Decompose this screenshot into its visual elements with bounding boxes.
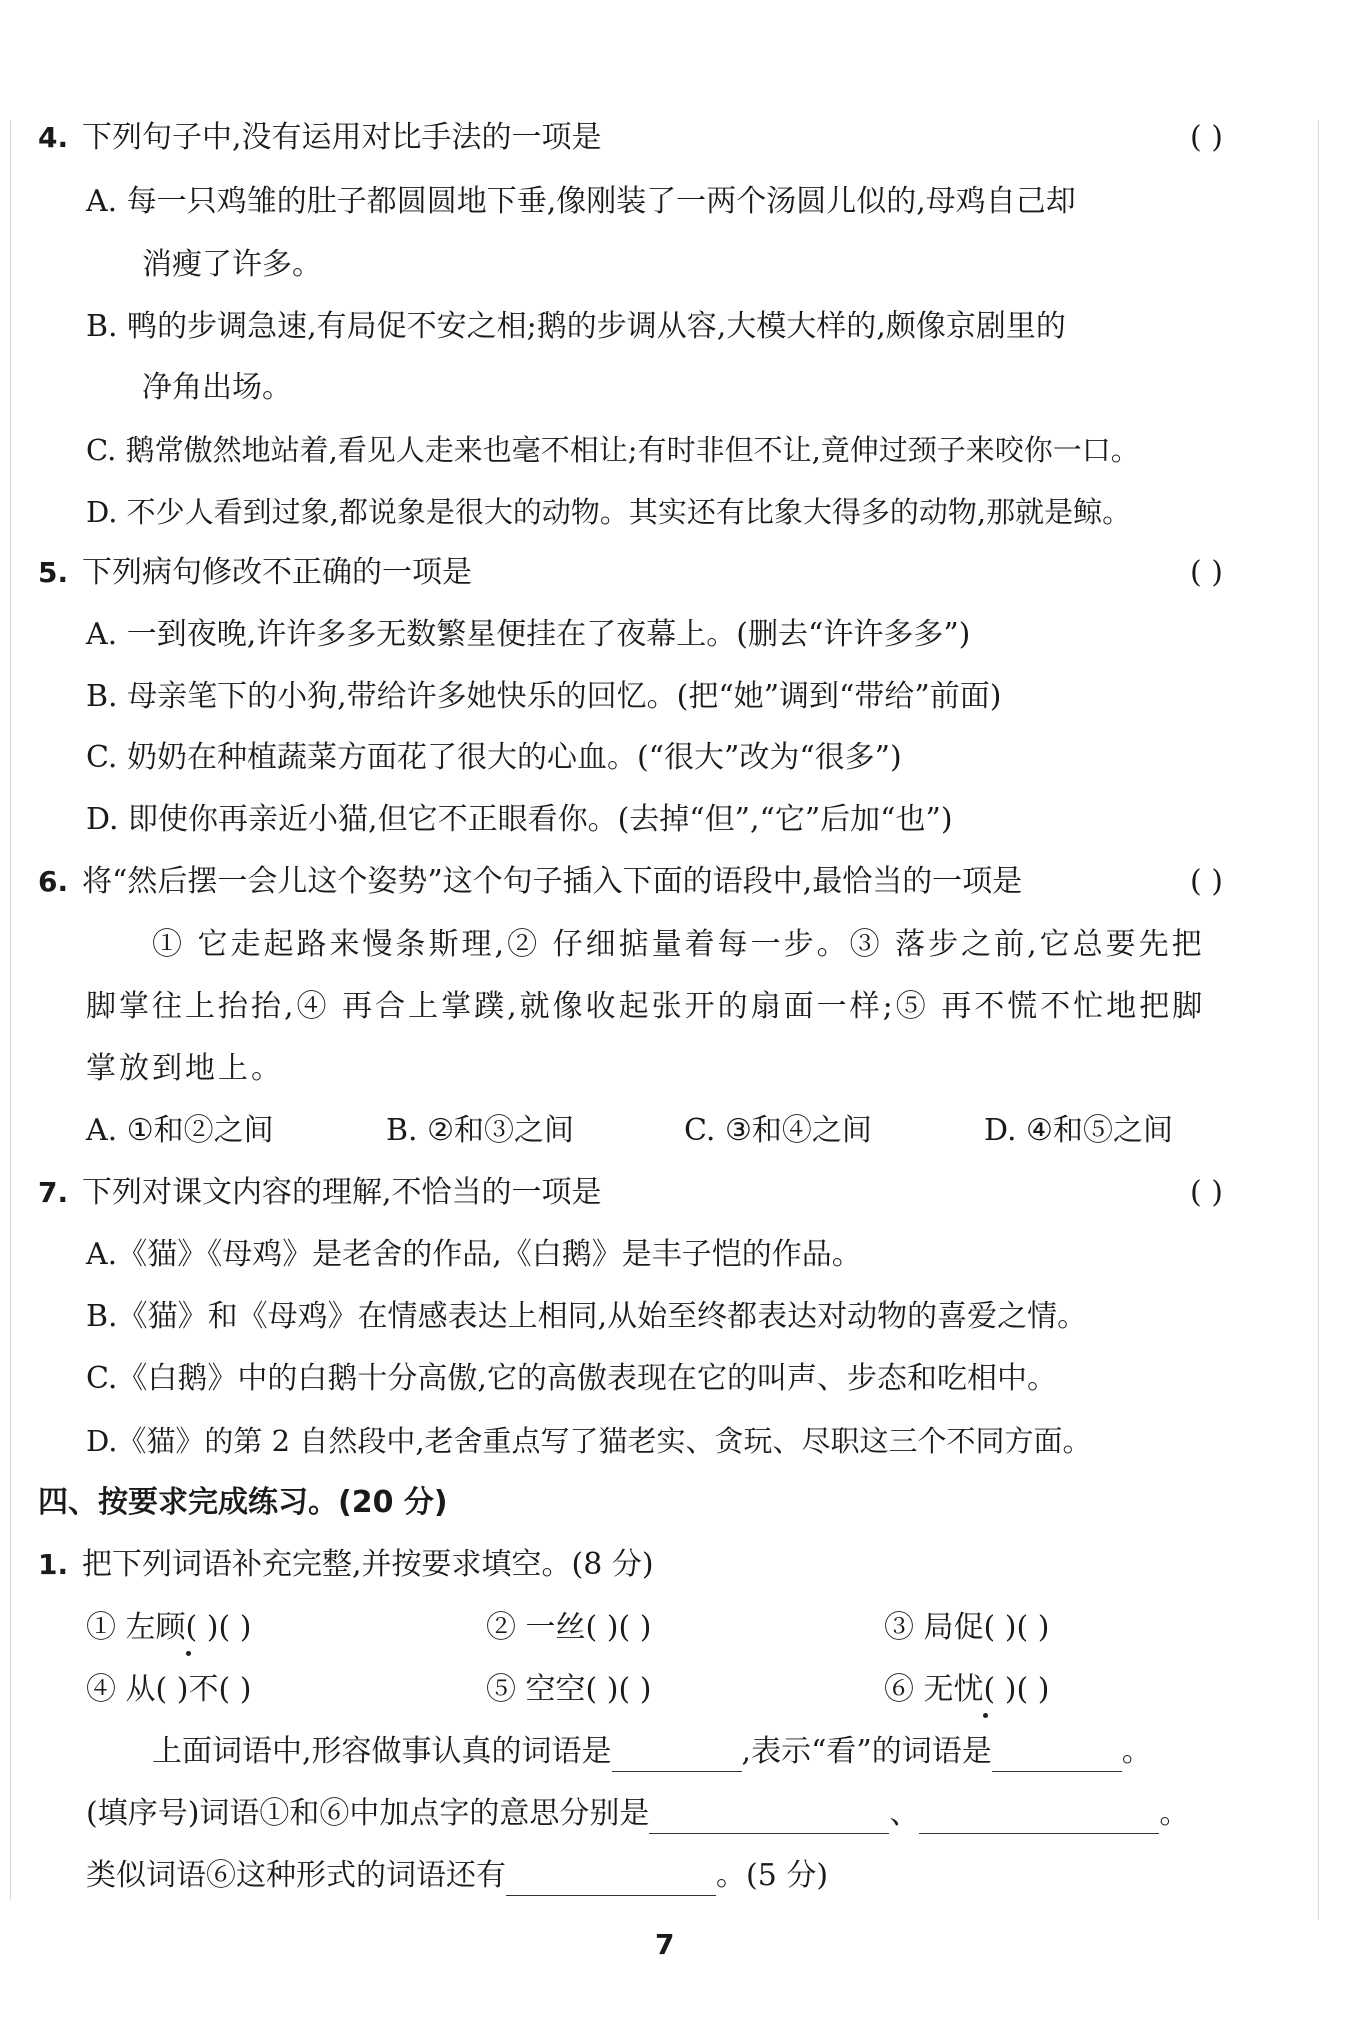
question-number: 7. [38,1176,69,1209]
answer-blank[interactable] [649,1803,889,1834]
option-d: D. 即使你再亲近小猫,但它不正眼看你。(去掉“但”,“它”后加“也”) [86,802,953,837]
question-7-stem: 7. 下列对课文内容的理解,不恰当的一项是 [38,1173,602,1213]
page-number: 7 [655,1928,675,1961]
passage-line-1: ① 它走起路来慢条斯理,② 仔细掂量着每一步。③ 落步之前,它总要先把 [152,927,1205,962]
word-fill-1: ① 左顾( )( ) [86,1610,252,1645]
option-b: B. 母亲笔下的小狗,带给许多她快乐的回忆。(把“她”调到“带给”前面) [86,679,1002,714]
option-b: B. ②和③之间 [386,1113,575,1148]
option-b: B.《猫》和《母鸡》在情感表达上相同,从始至终都表达对动物的喜爱之情。 [86,1299,1088,1334]
word-fill-4: ④ 从( )不( ) [86,1672,252,1707]
answer-paren: ( ) [1190,555,1223,590]
question-number: 1. [38,1548,69,1581]
answer-blank[interactable] [992,1741,1122,1772]
question-number: 4. [38,121,69,154]
page-edge-left [10,120,11,1900]
option-c: C. 鹅常傲然地站着,看见人走来也毫不相让;有时非但不让,竟伸过颈子来咬你一口。 [86,433,1140,467]
answer-blank[interactable] [919,1803,1159,1834]
question-6-stem: 6. 将“然后摆一会儿这个姿势”这个句子插入下面的语段中,最恰当的一项是 [38,862,1022,902]
option-b-cont: 净角出场。 [142,370,292,405]
answer-paren: ( ) [1190,120,1223,155]
fill-line-1: 上面词语中,形容做事认真的词语是 ,表示“看”的词语是 。 [152,1732,1152,1772]
option-d: D. ④和⑤之间 [984,1113,1173,1148]
option-a: A. 一到夜晚,许许多多无数繁星便挂在了夜幕上。(删去“许许多多”) [86,617,971,652]
answer-blank[interactable] [612,1741,742,1772]
option-b: B. 鸭的步调急速,有局促不安之相;鹅的步调从容,大模大样的,颇像京剧里的 [86,309,1066,344]
word-fill-3: ③ 局促( )( ) [884,1610,1050,1645]
option-a: A. 每一只鸡雏的肚子都圆圆地下垂,像刚装了一两个汤圆儿似的,母鸡自己却 [86,184,1076,219]
option-c: C. ③和④之间 [684,1113,872,1148]
answer-paren: ( ) [1190,864,1223,899]
option-a: A. ①和②之间 [86,1113,274,1148]
word-fill-2: ② 一丝( )( ) [486,1610,652,1645]
question-number: 5. [38,556,69,589]
question-number: 6. [38,865,69,898]
page-edge-right [1318,120,1319,1920]
passage-line-2: 脚掌往上抬抬,④ 再合上掌蹼,就像收起张开的扇面一样;⑤ 再不慌不忙地把脚 [86,989,1206,1024]
section4-question-1-stem: 1. 把下列词语补充完整,并按要求填空。(8 分) [38,1545,654,1585]
word-fill-6: ⑥ 无忧( )( ) [884,1672,1050,1707]
passage-line-3: 掌放到地上。 [86,1051,284,1086]
emphasis-dot [186,1651,191,1656]
option-d: D. 不少人看到过象,都说象是很大的动物。其实还有比象大得多的动物,那就是鲸。 [86,495,1132,529]
option-c: C.《白鹅》中的白鹅十分高傲,它的高傲表现在它的叫声、步态和吃相中。 [86,1361,1057,1396]
fill-line-2: (填序号)词语①和⑥中加点字的意思分别是 、 。 [86,1794,1189,1834]
answer-blank[interactable] [506,1865,716,1896]
answer-paren: ( ) [1190,1175,1223,1210]
emphasis-dot [983,1713,988,1718]
question-5-stem: 5. 下列病句修改不正确的一项是 [38,553,472,593]
option-c: C. 奶奶在种植蔬菜方面花了很大的心血。(“很大”改为“很多”) [86,740,902,775]
option-d: D.《猫》的第 2 自然段中,老舍重点写了猫老实、贪玩、尽职这三个不同方面。 [86,1424,1092,1458]
word-fill-5: ⑤ 空空( )( ) [486,1672,652,1707]
option-a-cont: 消瘦了许多。 [142,247,322,282]
option-a: A.《猫》《母鸡》是老舍的作品,《白鹅》是丰子恺的作品。 [86,1237,862,1272]
question-4-stem: 4. 下列句子中,没有运用对比手法的一项是 [38,118,602,158]
section-heading: 四、按要求完成练习。(20 分) [38,1485,448,1520]
fill-line-3: 类似词语⑥这种形式的词语还有 。(5 分) [86,1856,828,1896]
